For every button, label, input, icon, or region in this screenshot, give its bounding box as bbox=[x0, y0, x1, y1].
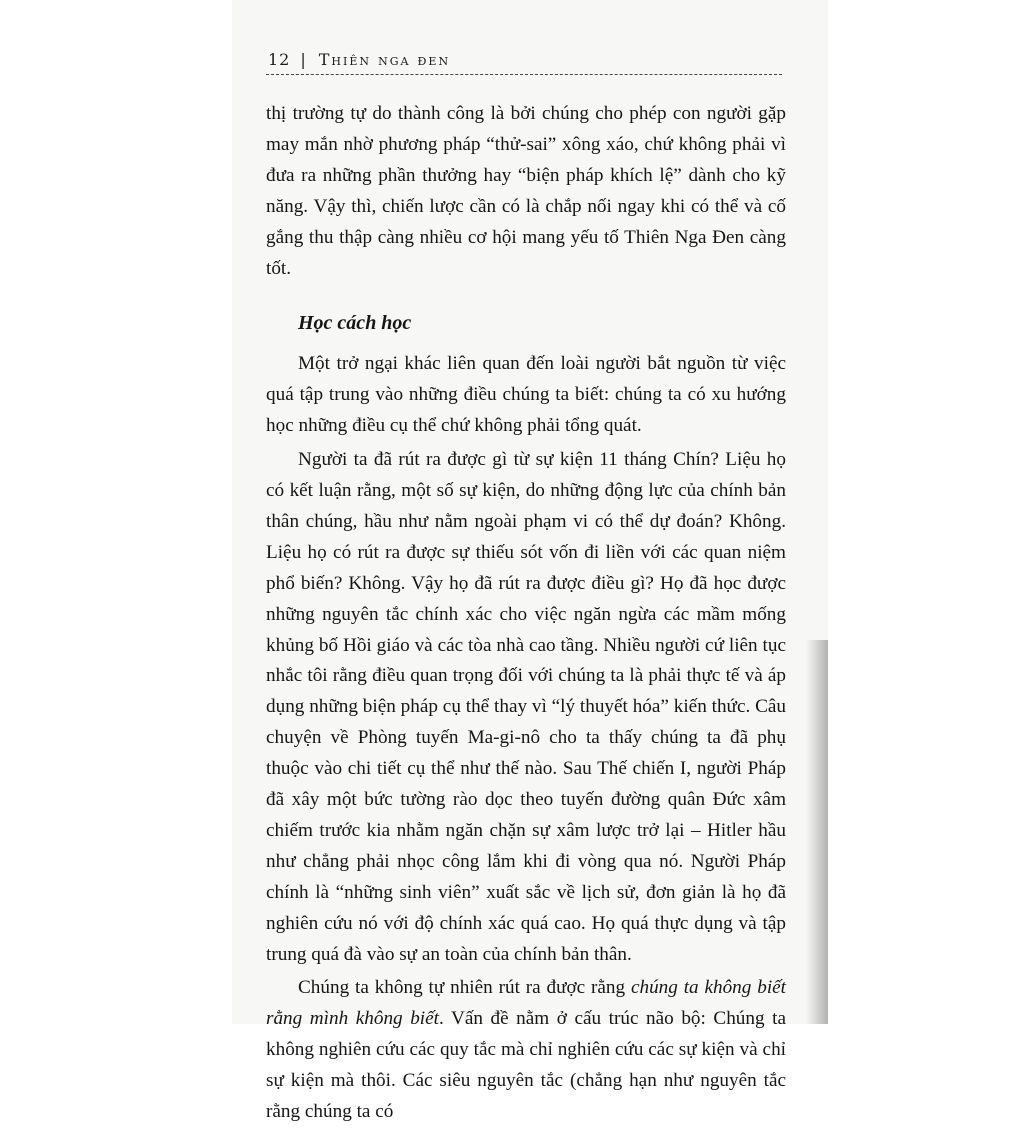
section-heading: Học cách học bbox=[298, 312, 412, 335]
header-rule bbox=[266, 74, 782, 75]
paragraph-2: Một trở ngại khác liên quan đến loài người bắt nguồn từ việc quá tập trung vào những điều chúng ta biết: chúng ta có xu hướng học những điều cụ thể chứ không phải tổng quát. bbox=[266, 353, 786, 437]
paragraph-4-end: . Vấn đề nằm ở cấu trúc não bộ: Chúng ta không nghiên cứu các quy tắc mà chỉ nghiên cứu các sự kiện và chỉ sự kiện mà thôi. Các siêu nguyên tắc (chẳng hạn như nguyên tắc rằng chúng ta có bbox=[266, 1008, 786, 1123]
running-header bbox=[268, 50, 450, 69]
page-edge-shadow bbox=[806, 640, 828, 1024]
paragraph-4 bbox=[266, 973, 786, 1128]
paragraph-4-start: Chúng ta không tự nhiên rút ra được rằng bbox=[298, 977, 631, 999]
paragraph-1: thị trường tự do thành công là bởi chúng cho phép con người gặp may mắn nhờ phương pháp “thử-sai” xông xáo, chứ không phải vì đưa ra những phần thưởng hay “biện pháp khích lệ” dành cho kỹ năng. Vậy thì, chiến lược cần có là chắp nối ngay khi có thể và cố gắng thu thập càng nhiều cơ hội mang yếu tố Thiên Nga Đen càng tốt. bbox=[266, 103, 786, 279]
book-page bbox=[232, 0, 828, 1123]
book-title: Thiên nga đen bbox=[318, 50, 451, 69]
header-separator: | bbox=[300, 50, 307, 69]
body-text bbox=[266, 99, 786, 1128]
page-number: 12 bbox=[268, 50, 291, 69]
paragraph-3: Người ta đã rút ra được gì từ sự kiện 11 tháng Chín? Liệu họ có kết luận rằng, một số sự kiện, do những động lực của chính bản thân chúng, hầu như nằm ngoài phạm vi có thể dự đoán? Không. Liệu họ có rút ra được sự thiếu sót vốn đi liền với các quan niệm phổ biến? Không. Vậy họ đã rút ra được điều gì? Họ đã học được những nguyên tắc chính xác cho việc ngăn ngừa các mầm mống khủng bố Hồi giáo và các tòa nhà cao tầng. Nhiều người cứ liên tục nhắc tôi rằng điều quan trọng đối với chúng ta là phải thực tế và áp dụng những biện pháp cụ thể thay vì “lý thuyết hóa” kiến thức. Câu chuyện về Phòng tuyến Ma-gi-nô cho ta thấy chúng ta đã phụ thuộc vào chi tiết cụ thể như thế nào. Sau Thế chiến I, người Pháp đã xây một bức tường rào dọc theo tuyến đường quân Đức xâm chiếm trước kia nhằm ngăn chặn sự xâm lược trở lại – Hitler hầu như chẳng phải nhọc công lắm khi đi vòng qua nó. Người Pháp chính là “những sinh viên” xuất sắc về lịch sử, đơn giản là họ đã nghiên cứu nó với độ chính xác quá cao. Họ quá thực dụng và tập trung quá đà vào sự an toàn của chính bản thân. bbox=[266, 449, 786, 965]
paragraph-4-italic: chúng ta không biết rằng mình không biết bbox=[266, 977, 786, 1030]
